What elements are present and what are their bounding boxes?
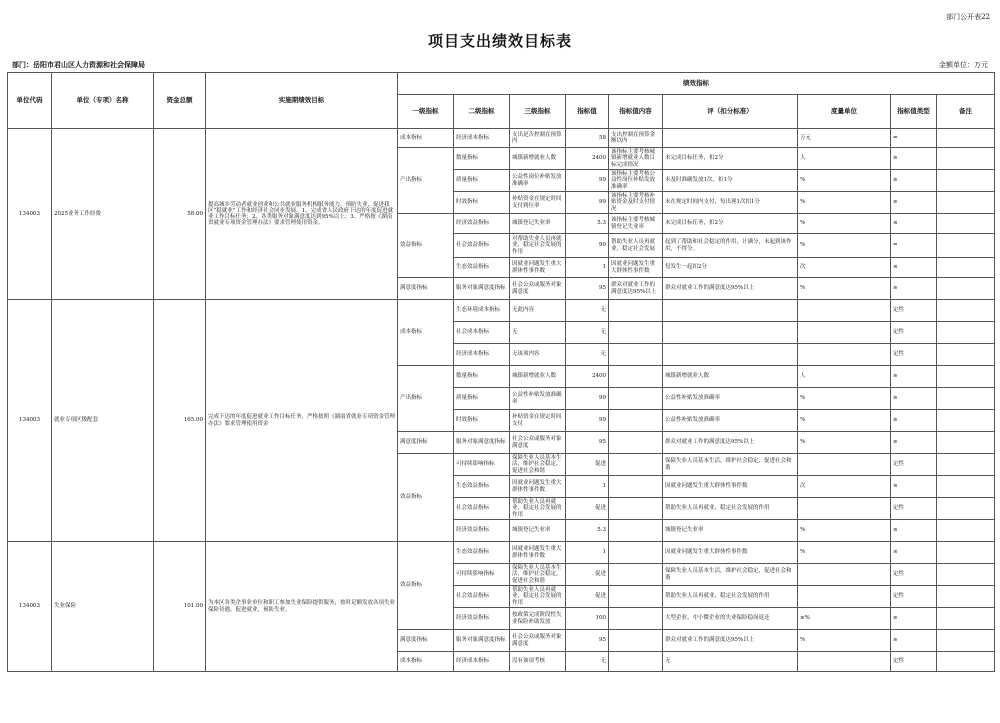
indicator-value: 促进 [566,498,609,520]
indicator-value: 95 [566,278,609,300]
indicator-remark [937,410,995,432]
indicator-level2: 数量指标 [454,148,510,170]
indicator-value: 95 [566,432,609,454]
indicator-level2: 时效指标 [454,192,510,214]
indicator-remark [937,278,995,300]
indicator-value: 99 [566,170,609,192]
indicator-level3: 公益性岗位补贴发放准确率 [510,170,566,192]
indicator-remark [937,234,995,258]
indicator-level3: 社会公众或服务对象满意度 [510,630,566,652]
indicator-criteria: 保障失业人员基本生活，维护社会稳定，促进社会和谐 [663,564,798,586]
indicator-criteria: 公益性补贴发放准确率 [663,388,798,410]
header-measure-unit: 度量单位 [798,95,891,129]
indicator-content: 因就业问题发生重大群体性事件数 [609,258,663,278]
indicator-remark [937,192,995,214]
indicator-criteria: 群众对就业工作的满意度达95%以上 [663,278,798,300]
indicator-measure-unit [798,300,891,322]
indicator-measure-unit: % [798,630,891,652]
indicator-value-type: ≥ [891,366,937,388]
indicator-measure-unit: % [798,520,891,542]
indicator-value-type: ≤ [891,542,937,564]
indicator-measure-unit [798,454,891,476]
header-goal: 实施期绩效目标 [206,73,398,129]
indicator-content [609,366,663,388]
indicator-value-type: ≥ [891,608,937,630]
indicator-level3: 保障失业人员基本生活，维护社会稳定，促进社会和谐 [510,564,566,586]
indicator-value: 无 [566,300,609,322]
indicator-level3: 城镇登记失业率 [510,520,566,542]
indicator-content [609,608,663,630]
indicator-level2: 质量指标 [454,388,510,410]
indicator-remark [937,630,995,652]
indicator-content: 支出控制在预算金额以内 [609,129,663,148]
indicator-measure-unit: % [798,214,891,234]
project-amount: 165.00 [154,300,206,542]
project-code: 134003 [8,129,52,300]
indicator-measure-unit: 人 [798,366,891,388]
indicator-value: 99 [566,388,609,410]
indicator-level2: 时效指标 [454,410,510,432]
indicator-value-type: ≥ [891,410,937,432]
indicator-content: 该指标主要考核城镇登记失业率 [609,214,663,234]
indicator-value: 58 [566,129,609,148]
indicator-value-type: ≥ [891,278,937,300]
table-row [8,129,995,148]
indicator-criteria: 无 [663,652,798,672]
indicator-content [609,432,663,454]
header-total-funds: 资金总额 [154,73,206,129]
indicator-content [609,542,663,564]
indicator-remark [937,652,995,672]
indicator-level1: 成本指标 [398,300,454,366]
indicator-criteria: 帮助失业人员再就业，稳定社会发展的作用 [663,498,798,520]
indicator-value-type: ≥ [891,192,937,214]
indicator-value-type: ≤ [891,214,937,234]
indicator-criteria [663,129,798,148]
indicator-measure-unit: % [798,388,891,410]
indicator-criteria: 帮助失业人员再就业，稳定社会发展的作用 [663,586,798,608]
project-name: 就业专项区级配套 [52,300,154,542]
indicator-level3: 按政策完成阶段性失业保险补助发放 [510,608,566,630]
indicator-criteria [663,300,798,322]
indicator-criteria: 未完成目标任务，扣2分 [663,214,798,234]
indicator-value: 2400 [566,148,609,170]
performance-table [7,72,995,672]
indicator-criteria: 群众对就业工作的满意度达95%以上 [663,432,798,454]
indicator-value-type: 定性 [891,322,937,344]
indicator-measure-unit: % [798,170,891,192]
indicator-level1: 成本指标 [398,129,454,148]
indicator-remark [937,170,995,192]
indicator-level3: 保障失业人员基本生活，维护社会稳定，促进社会和谐 [510,454,566,476]
header-level1: 一级指标 [398,95,454,129]
project-amount: 58.00 [154,129,206,300]
indicator-level2: 服务对象满意度指标 [454,432,510,454]
indicator-value-type: ≥ [891,388,937,410]
indicator-level2: 可持续影响指标 [454,454,510,476]
project-code: 134003 [8,300,52,542]
indicator-measure-unit: 人 [798,148,891,170]
indicator-remark [937,608,995,630]
indicator-content: 该指标主要考核补贴资金及时支付情况 [609,192,663,214]
header-remark: 备注 [937,95,995,129]
department-label: 部门：岳阳市君山区人力资源和社会保障局 [12,60,145,69]
indicator-value-type: 定性 [891,454,937,476]
indicator-value: 无 [566,652,609,672]
indicator-content [609,454,663,476]
table-row [8,542,995,564]
indicator-remark [937,454,995,476]
indicator-content [609,388,663,410]
indicator-measure-unit [798,586,891,608]
table-body [8,129,995,672]
indicator-value: 99 [566,410,609,432]
indicator-level2: 生态环境成本指标 [454,300,510,322]
indicator-level3: 社会公众或服务对象满意度 [510,278,566,300]
project-amount: 101.00 [154,542,206,672]
indicator-value-type: 定性 [891,300,937,322]
indicator-remark [937,564,995,586]
indicator-content [609,520,663,542]
indicator-value: 无 [566,322,609,344]
indicator-level1: 成本指标 [398,652,454,672]
page-title: 项目支出绩效目标表 [427,32,572,50]
indicator-content: 该指标主要考核城镇新增就业人数目标完成情况 [609,148,663,170]
indicator-value: 95 [566,630,609,652]
indicator-content [609,564,663,586]
indicator-measure-unit: % [798,278,891,300]
indicator-value-type: ≤ [891,520,937,542]
indicator-content: 帮助失业人员再就业，稳定社会发展 [609,234,663,258]
indicator-measure-unit [798,322,891,344]
indicator-remark [937,300,995,322]
indicator-value: 2400 [566,366,609,388]
project-goal: 为本区各类企事业单位和职工参加失业保险提供服务，按时足额发放各项失业保险待遇，促进就业，预防失业。 [206,542,398,672]
project-goal: 完成下达的年度促进就业工作目标任务，严格按照《湖南省就业专项资金管理办法》要求管理使用资金 [206,300,398,542]
indicator-value: 99 [566,192,609,214]
indicator-level2: 数量指标 [454,366,510,388]
indicator-level3: 公益性补贴发放准确率 [510,388,566,410]
indicator-remark [937,542,995,564]
indicator-level3: 无 [510,322,566,344]
indicator-value-type: ≥ [891,148,937,170]
header-level2: 二级指标 [454,95,510,129]
indicator-content [609,586,663,608]
indicator-remark [937,366,995,388]
header-unit-code: 单位代码 [8,73,52,129]
indicator-value-type: 定性 [891,564,937,586]
indicator-value: 5.3 [566,214,609,234]
indicator-content: 该指标主要考核公益性岗位补贴发放准确率 [609,170,663,192]
header-unit-name: 单位（专项）名称 [52,73,154,129]
indicator-level2: 经济成本指标 [454,344,510,366]
indicator-level1: 产出指标 [398,148,454,214]
indicator-measure-unit [798,344,891,366]
indicator-level3: 因就业问题发生重大群体性事件数 [510,476,566,498]
indicator-measure-unit: % [798,432,891,454]
indicator-level1: 满意度指标 [398,630,454,652]
indicator-value-type: ≥ [891,630,937,652]
indicator-level2: 社会效益指标 [454,498,510,520]
indicator-measure-unit: 次 [798,258,891,278]
amount-unit-label: 金额单位：万元 [939,61,988,69]
indicator-level2: 服务对象满意度指标 [454,278,510,300]
indicator-value: 无 [566,344,609,366]
indicator-content: 群众对就业工作的满意度达95%以上 [609,278,663,300]
indicator-remark [937,129,995,148]
indicator-value: 100 [566,608,609,630]
indicator-remark [937,148,995,170]
indicator-content [609,498,663,520]
project-goal: 提高城乡劳动者就业创业和公共就业服务机构服务能力，预防失业，促进我区“稳就业”工作和经济社会同步发展。1、完成省人民政府下达的年度促进就业工作目标任务；2、各类服务对象满意度达到95%以上；3、严格按《湖南省就业专项资金管理办法》要求管理使用资金。 [206,129,398,300]
indicator-level2: 生态效益指标 [454,258,510,278]
indicator-criteria: 城镇登记失业率 [663,520,798,542]
indicator-measure-unit: ≥% [798,608,891,630]
indicator-criteria: 大型企业、中小微企业的失业保险稳岗返还 [663,608,798,630]
project-code: 134003 [8,542,52,672]
project-name: 失业保险 [52,542,154,672]
indicator-level1: 效益指标 [398,454,454,542]
indicator-value: 90 [566,234,609,258]
indicator-measure-unit [798,498,891,520]
indicator-value: 5.3 [566,520,609,542]
indicator-level2: 服务对象满意度指标 [454,630,510,652]
indicator-content [609,476,663,498]
indicator-level2: 经济效益指标 [454,608,510,630]
indicator-value-type: 定性 [891,498,937,520]
indicator-level3: 补贴资金在规定时间支付 [510,410,566,432]
indicator-level2: 社会效益指标 [454,586,510,608]
indicator-measure-unit [798,652,891,672]
header-value: 指标值 [566,95,609,129]
indicator-remark [937,586,995,608]
indicator-value-type: ≤ [891,476,937,498]
indicator-criteria: 每发生一起扣2分 [663,258,798,278]
indicator-measure-unit: % [798,234,891,258]
indicator-level3: 对帮助失业人员再就业，稳定社会发展的作用 [510,234,566,258]
header-performance-indicators: 绩效指标 [398,73,995,95]
indicator-measure-unit: % [798,542,891,564]
indicator-level2: 生态效益指标 [454,542,510,564]
indicator-value-type: 定性 [891,344,937,366]
indicator-criteria: 未及时准确发放1次，扣1分 [663,170,798,192]
indicator-level1: 效益指标 [398,542,454,630]
indicator-level2: 质量指标 [454,170,510,192]
indicator-value-type: ≥ [891,432,937,454]
indicator-measure-unit: % [798,410,891,432]
indicator-criteria: 公益性补贴发放准确率 [663,410,798,432]
indicator-value-type: = [891,129,937,148]
project-name: 2025业务工作经费 [52,129,154,300]
indicator-criteria: 保障失业人员基本生活，维护社会稳定，促进社会和谐 [663,454,798,476]
indicator-level3: 社会公众或服务对象满意度 [510,432,566,454]
indicator-content [609,410,663,432]
indicator-level2: 经济效益指标 [454,214,510,234]
indicator-level2: 经济成本指标 [454,652,510,672]
indicator-content [609,300,663,322]
indicator-level3: 帮助失业人员再就业，稳定社会发展的作用 [510,586,566,608]
indicator-remark [937,388,995,410]
indicator-remark [937,520,995,542]
indicator-content [609,344,663,366]
indicator-content [609,630,663,652]
indicator-measure-unit [798,564,891,586]
indicator-value: 促进 [566,454,609,476]
indicator-remark [937,432,995,454]
header-content: 指标值内容 [609,95,663,129]
indicator-criteria: 未在规定时间内支付，每出现1次扣1分 [663,192,798,214]
indicator-level2: 社会效益指标 [454,234,510,258]
indicator-value-type: = [891,234,937,258]
indicator-measure-unit: 万元 [798,129,891,148]
indicator-value-type: ≤ [891,258,937,278]
indicator-remark [937,498,995,520]
header-value-type: 指标值类型 [891,95,937,129]
indicator-criteria: 起到了帮助和社会稳定的作用，计满分，未起到该作用，不得分。 [663,234,798,258]
indicator-remark [937,476,995,498]
indicator-value: 1 [566,476,609,498]
indicator-measure-unit: 次 [798,476,891,498]
indicator-level3: 无该项内容 [510,344,566,366]
indicator-level3: 帮助失业人员再就业，稳定社会发展的作用 [510,498,566,520]
indicator-level2: 经济效益指标 [454,520,510,542]
indicator-criteria: 因就业问题发生重大群体性事件数 [663,542,798,564]
indicator-remark [937,214,995,234]
indicator-level3: 城镇登记失业率 [510,214,566,234]
page-corner-label: 部门公开表22 [946,13,990,21]
indicator-value-type: 定性 [891,652,937,672]
indicator-value-type: ≥ [891,170,937,192]
indicator-level2: 社会成本指标 [454,322,510,344]
indicator-value: 1 [566,258,609,278]
indicator-value-type: 定性 [891,586,937,608]
indicator-level1: 效益指标 [398,214,454,278]
indicator-criteria: 未完成目标任务，扣2分 [663,148,798,170]
indicator-remark [937,344,995,366]
indicator-level3: 补贴资金在规定时间支付到位率 [510,192,566,214]
indicator-content [609,322,663,344]
indicator-level3: 无此内容 [510,300,566,322]
indicator-level1: 产出指标 [398,366,454,432]
indicator-level3: 因就业问题发生重大群体性事件数 [510,542,566,564]
indicator-level2: 生态效益指标 [454,476,510,498]
indicator-criteria: 城镇新增就业人数 [663,366,798,388]
indicator-remark [937,258,995,278]
indicator-value: 促进 [566,586,609,608]
indicator-criteria [663,344,798,366]
table-row [8,300,995,322]
indicator-level3: 没有该项考核 [510,652,566,672]
indicator-level1: 满意度指标 [398,278,454,300]
indicator-criteria: 因就业问题发生重大群体性事件数 [663,476,798,498]
indicator-criteria [663,322,798,344]
indicator-level2: 经济成本指标 [454,129,510,148]
header-level3: 三级指标 [510,95,566,129]
indicator-level1: 满意度指标 [398,432,454,454]
indicator-level3: 因就业问题发生重大群体性事件数 [510,258,566,278]
indicator-level3: 支出是否控制在预算内 [510,129,566,148]
indicator-criteria: 群众对就业工作的满意度达95%以上 [663,630,798,652]
indicator-level2: 可持续影响指标 [454,564,510,586]
header-criteria: 评（扣分标准） [663,95,798,129]
indicator-value: 1 [566,542,609,564]
indicator-remark [937,322,995,344]
indicator-content [609,652,663,672]
indicator-measure-unit: % [798,192,891,214]
indicator-level3: 城镇新增就业人数 [510,366,566,388]
indicator-level3: 城镇新增就业人数 [510,148,566,170]
indicator-value: 促进 [566,564,609,586]
